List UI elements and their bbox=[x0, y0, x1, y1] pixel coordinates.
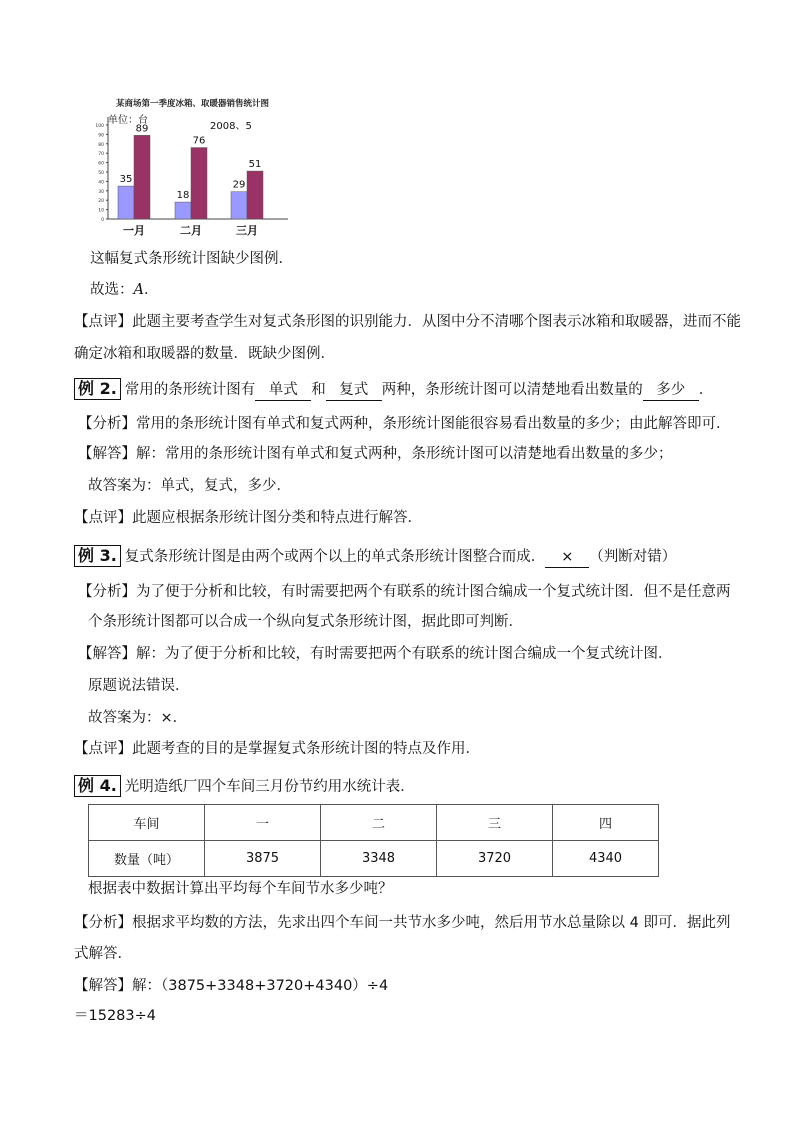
comment-tag: 【点评】 bbox=[74, 741, 132, 757]
analysis-tag: 【分析】 bbox=[78, 584, 136, 600]
chart-canvas bbox=[88, 95, 298, 240]
solution-text: 解：（3875+3348+3720+4340）÷4 bbox=[132, 978, 389, 994]
table-header-cell: 二 bbox=[321, 805, 437, 841]
y-tick-label: 20 bbox=[98, 199, 104, 205]
answer-choice-prefix: 故选： bbox=[90, 282, 134, 298]
y-tick-label: 100 bbox=[95, 124, 104, 129]
x-axis-labels bbox=[123, 224, 258, 237]
solution-tag: 【解答】 bbox=[78, 646, 136, 662]
y-axis-ticks bbox=[95, 123, 108, 223]
answer-blank-1: 单式 bbox=[255, 380, 311, 401]
bar bbox=[191, 148, 207, 219]
analysis-text: 为了便于分析和比较，有时需要把两个有联系的统计图合编成一个复式统计图．但不是任意两 bbox=[136, 584, 731, 600]
table-header-row bbox=[89, 805, 659, 841]
analysis-tag: 【分析】 bbox=[74, 915, 132, 931]
comment-1-line1 bbox=[74, 312, 741, 332]
comment-text: 此题应根据条形统计图分类和特点进行解答． bbox=[132, 510, 422, 526]
answer-choice-end: ． bbox=[143, 282, 159, 298]
example-2-analysis bbox=[78, 414, 731, 434]
example-4-solution bbox=[74, 976, 388, 996]
x-category-label: 一月 bbox=[123, 224, 145, 237]
example-4-analysis-line2: 式解答． bbox=[74, 946, 132, 962]
bar-value-label: 35 bbox=[119, 174, 133, 186]
analysis-text: 常用的条形统计图有单式和复式两种，条形统计图能很容易看出数量的多少；由此解答即可． bbox=[136, 416, 731, 432]
example-4-question-detail: 根据表中数据计算出平均每个车间节水多少吨？ bbox=[88, 881, 393, 897]
chart-title: 某商场第一季度冰箱、取暖器销售统计图 bbox=[116, 99, 270, 109]
bar bbox=[118, 186, 134, 219]
bar-value-label: 89 bbox=[135, 123, 149, 135]
table-header-cell: 一 bbox=[205, 805, 321, 841]
y-tick-label: 80 bbox=[98, 142, 104, 148]
table-header-cell: 三 bbox=[437, 805, 553, 841]
table-cell: 3720 bbox=[437, 841, 553, 877]
analysis-tag: 【分析】 bbox=[78, 416, 136, 432]
chart-unit-label: 单位：台 bbox=[108, 115, 148, 126]
y-tick-label: 90 bbox=[98, 133, 104, 139]
table-cell: 数量（吨） bbox=[89, 841, 205, 877]
example-3-answer: 故答案为：×． bbox=[88, 710, 188, 726]
chart-bars bbox=[118, 135, 263, 219]
solution-text: 解：常用的条形统计图有单式和复式两种，条形统计图可以清楚地看出数量的多少； bbox=[136, 446, 673, 462]
bar bbox=[231, 192, 247, 219]
comment-text: 此题主要考查学生对复式条形图的识别能力．从图中分不清哪个图表示冰箱和取暖器，进而不能 bbox=[132, 314, 741, 330]
solution-tag: 【解答】 bbox=[78, 446, 136, 462]
y-tick-label: 60 bbox=[98, 161, 104, 167]
solution-text: 解：为了便于分析和比较，有时需要把两个有联系的统计图合编成一个复式统计图． bbox=[136, 646, 673, 662]
example-2-label: 例 2. bbox=[74, 378, 121, 400]
question-text: 两种，条形统计图可以清楚地看出数量的 bbox=[381, 382, 643, 398]
water-saving-table bbox=[88, 804, 659, 877]
table-row bbox=[89, 841, 659, 877]
example-4-question bbox=[74, 775, 415, 797]
example-3-label: 例 3. bbox=[74, 545, 121, 567]
y-tick-label: 50 bbox=[98, 171, 104, 176]
example-2-answer: 故答案为：单式，复式，多少． bbox=[88, 478, 291, 494]
y-tick-label: 40 bbox=[98, 180, 104, 186]
answer-blank-3: 多少 bbox=[643, 380, 699, 401]
example-3-solution bbox=[78, 644, 673, 664]
bar bbox=[247, 171, 263, 219]
solution-tag: 【解答】 bbox=[74, 978, 132, 994]
answer-note: 这幅复式条形统计图缺少图例． bbox=[90, 251, 293, 267]
table-cell: 3348 bbox=[321, 841, 437, 877]
question-text: 光明造纸厂四个车间三月份节约用水统计表． bbox=[124, 779, 415, 795]
y-tick-label: 10 bbox=[98, 208, 104, 214]
example-3-analysis-line1 bbox=[78, 582, 731, 602]
question-text: 和 bbox=[311, 382, 326, 398]
table-cell: 3875 bbox=[205, 841, 321, 877]
example-2-solution bbox=[78, 444, 673, 464]
sales-bar-chart bbox=[88, 95, 298, 240]
bar-value-label: 18 bbox=[176, 190, 190, 202]
comment-1-line2: 确定冰箱和取暖器的数量．既缺少图例． bbox=[74, 346, 335, 362]
example-3-wrong-statement: 原题说法错误． bbox=[88, 678, 190, 694]
answer-choice-letter: A bbox=[133, 282, 144, 298]
question-text: （判断对错） bbox=[589, 549, 677, 565]
table-header-cell: 四 bbox=[553, 805, 659, 841]
example-4-label: 例 4. bbox=[74, 775, 121, 797]
comment-tag: 【点评】 bbox=[74, 314, 132, 330]
answer-blank: × bbox=[545, 547, 589, 568]
table-header-cell: 车间 bbox=[89, 805, 205, 841]
bar-value-label: 76 bbox=[192, 135, 206, 147]
comment-text: 此题考查的目的是掌握复式条形统计图的特点及作用． bbox=[132, 741, 480, 757]
example-4-analysis-line1 bbox=[74, 913, 730, 933]
example-4-step: ＝15283÷4 bbox=[74, 1008, 157, 1024]
example-3-question bbox=[74, 545, 676, 568]
question-text: ． bbox=[698, 382, 714, 398]
bar-value-label: 51 bbox=[248, 159, 262, 171]
table-cell: 4340 bbox=[553, 841, 659, 877]
bar bbox=[175, 202, 191, 219]
example-2-comment bbox=[74, 508, 422, 528]
bar-value-label: 29 bbox=[232, 179, 246, 191]
answer-blank-2: 复式 bbox=[326, 380, 382, 401]
question-text: 常用的条形统计图有 bbox=[124, 382, 256, 398]
y-tick-label: 0 bbox=[101, 218, 104, 223]
analysis-text: 根据求平均数的方法，先求出四个车间一共节水多少吨，然后用节水总量除以 4 即可．据此列 bbox=[132, 915, 731, 931]
example-2-question bbox=[74, 378, 713, 401]
x-category-label: 二月 bbox=[180, 224, 202, 237]
chart-date-label: 2008、5 bbox=[210, 121, 252, 132]
example-3-comment bbox=[74, 739, 480, 759]
answer-choice-line bbox=[90, 280, 158, 300]
y-tick-label: 70 bbox=[98, 152, 104, 158]
bar bbox=[134, 135, 150, 219]
question-text: 复式条形统计图是由两个或两个以上的单式条形统计图整合而成． bbox=[124, 549, 546, 565]
comment-tag: 【点评】 bbox=[74, 510, 132, 526]
example-3-analysis-line2: 个条形统计图都可以合成一个纵向复式条形统计图，据此即可判断． bbox=[88, 614, 523, 630]
x-category-label: 三月 bbox=[236, 224, 258, 237]
y-tick-label: 30 bbox=[98, 189, 104, 195]
